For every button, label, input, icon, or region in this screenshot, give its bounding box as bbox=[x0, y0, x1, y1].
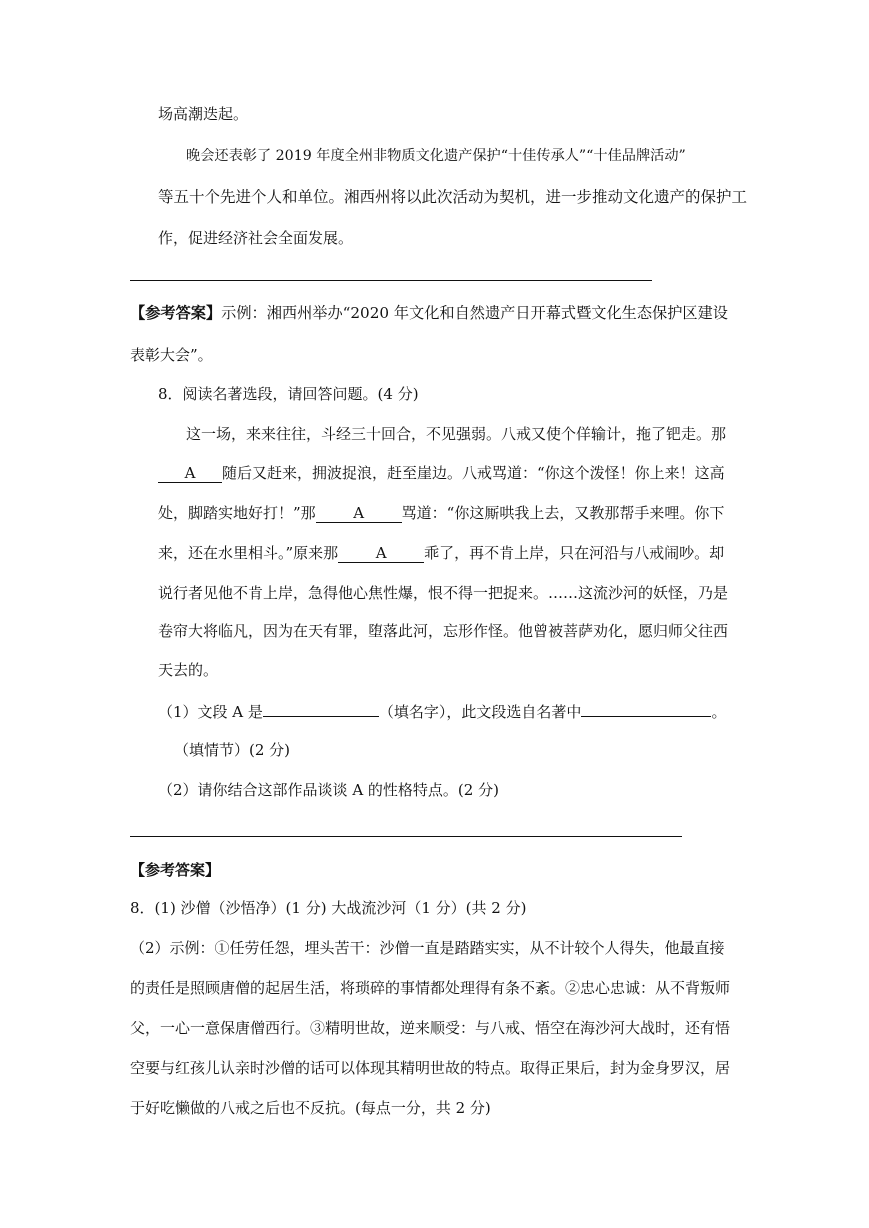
q8-passage-line-3: 处，脚踏实地好打！”那 A 骂道：“你这厮哄我上去，又教那帮手来哩。你下 bbox=[158, 504, 725, 522]
passage-line-4: 作，促进经济社会全面发展。 bbox=[158, 229, 354, 247]
q8-title: 8．阅读名著选段，请回答问题。(4 分) bbox=[158, 385, 419, 403]
q8-passage-line-1: 这一场，来来往往，斗经三十回合，不见强弱。八戒又使个佯输计，拖了钯走。那 bbox=[186, 425, 727, 443]
answer-rule-8 bbox=[130, 836, 682, 837]
answer-rule-7 bbox=[130, 280, 652, 281]
answer8-tag: 【参考答案】 bbox=[130, 861, 221, 879]
q8-sub1-note: （填情节）(2 分) bbox=[174, 741, 291, 759]
answer8-line-3: 的责任是照顾唐僧的起居生活，将琐碎的事情都处理得有条不紊。②忠心忠诚：从不背叛师 bbox=[130, 979, 731, 997]
q8-passage-line-7: 天去的。 bbox=[158, 661, 219, 679]
answer8-line-5: 空要与红孩儿认亲时沙僧的话可以体现其精明世故的特点。取得正果后，封为金身罗汉，居 bbox=[130, 1059, 731, 1077]
answer7-tag: 【参考答案】 bbox=[130, 304, 222, 322]
answer8-line-4: 父，一心一意保唐僧西行。③精明世故，逆来顺受：与八戒、悟空在海沙河大战时，还有悟 bbox=[130, 1019, 731, 1037]
answer8-line-1: 8．(1) 沙僧（沙悟净）(1 分) 大战流沙河（1 分）(共 2 分) bbox=[130, 899, 527, 917]
answer7-line-1 bbox=[130, 303, 728, 323]
q8-passage-line-4: 来，还在水里相斗。”原来那 A 乖了，再不肯上岸，只在河沿与八戒闹吵。却 bbox=[158, 544, 725, 562]
q8-sub1: （1）文段 A 是 （填名字），此文段选自名著中 。 bbox=[158, 703, 727, 721]
fill-blank-episode[interactable] bbox=[581, 716, 711, 717]
blank-a-3: A bbox=[338, 544, 424, 563]
passage-line-2: 晚会还表彰了 2019 年度全州非物质文化遗产保护“十佳传承人”“十佳品牌活动” bbox=[186, 148, 686, 164]
blank-a-2: A bbox=[316, 504, 402, 523]
answer7-text-1: 示例：湘西州举办“2020 年文化和自然遗产日开幕式暨文化生态保护区建设 bbox=[221, 304, 728, 322]
q8-passage-line-5: 说行者见他不肯上岸，急得他心焦性爆，恨不得一把捉来。……这流沙河的妖怪，乃是 bbox=[158, 584, 729, 602]
passage-line-1: 场高潮迭起。 bbox=[158, 105, 249, 123]
answer7-line-2: 表彰大会”。 bbox=[130, 346, 213, 364]
passage-line-3: 等五十个先进个人和单位。湘西州将以此次活动为契机，进一步推动文化遗产的保护工 bbox=[158, 188, 748, 206]
fill-blank-name[interactable] bbox=[263, 716, 379, 717]
q8-passage-line-2: A 随后又赶来，拥波捉浪，赶至崖边。八戒骂道：“你这个泼怪！你上来！这高 bbox=[158, 463, 725, 483]
q8-sub2: （2）请你结合这部作品谈谈 A 的性格特点。(2 分) bbox=[158, 781, 499, 799]
answer8-line-2: （2）示例：①任劳任怨，埋头苦干：沙僧一直是踏踏实实，从不计较个人得失，他最直接 bbox=[130, 939, 725, 957]
blank-a-1: A bbox=[158, 464, 222, 483]
q8-passage-line-6: 卷帘大将临凡，因为在天有罪，堕落此河，忘形作怪。他曾被菩萨劝化，愿归师父往西 bbox=[158, 622, 729, 640]
answer8-line-6: 于好吃懒做的八戒之后也不反抗。(每点一分，共 2 分) bbox=[130, 1099, 491, 1117]
